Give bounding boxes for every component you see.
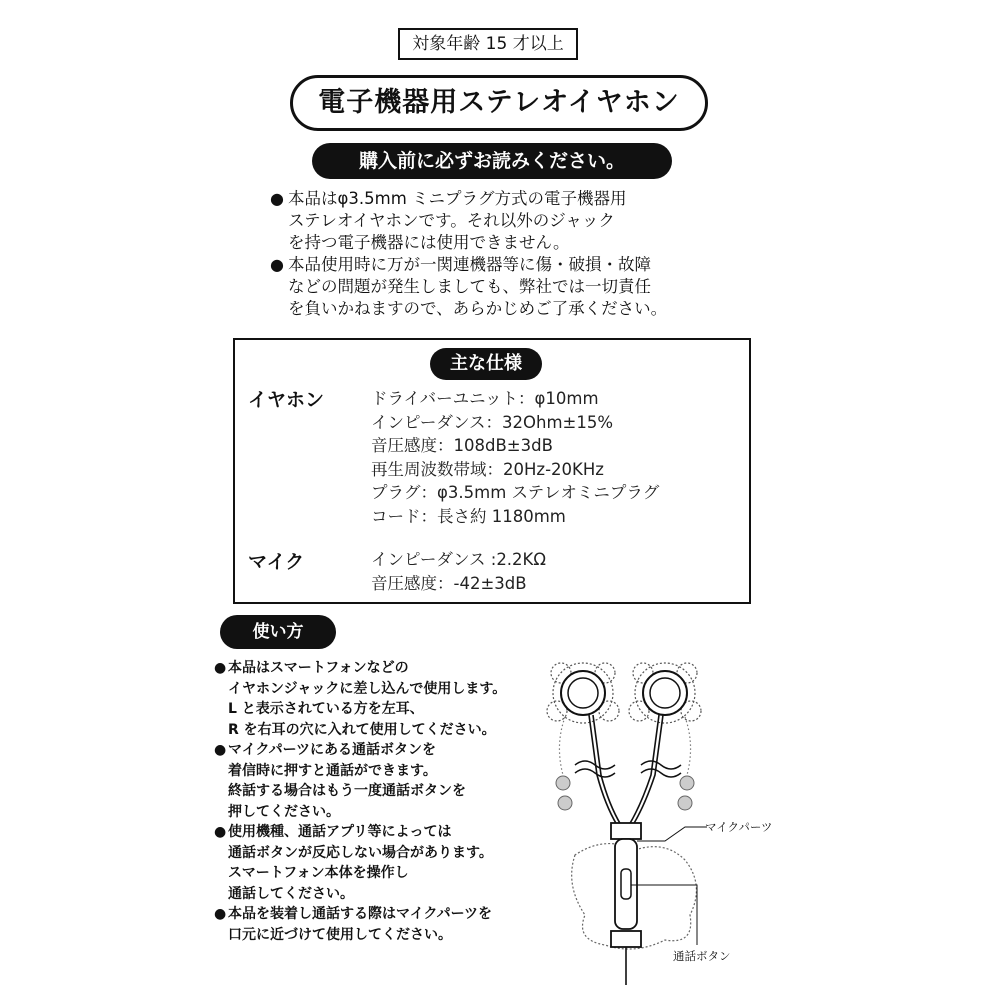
notice-line: などの問題が発生しましても、弊社では一切責任: [288, 277, 651, 296]
usage-line: 通話してください。: [228, 885, 354, 902]
notice-section: [270, 188, 710, 320]
usage-line: スマートフォン本体を操作し: [228, 865, 409, 881]
usage-line: 本品を装着し通話する際はマイクパーツを: [228, 906, 493, 922]
usage-section: [214, 658, 574, 945]
spec-box: [233, 338, 751, 604]
spec-line: コード：長さ約 1180mm: [371, 506, 566, 526]
spec-category-mic: マイク: [248, 551, 305, 573]
spec-earphone-list: [371, 387, 659, 528]
earphone-diagram: [545, 655, 775, 985]
usage-line: 終話する場合はもう一度通話ボタンを: [228, 783, 466, 799]
usage-line: R を右耳の穴に入れて使用してください。: [228, 721, 496, 738]
usage-item: [214, 740, 574, 822]
spec-line: 音圧感度：108dB±3dB: [371, 436, 553, 455]
spec-category-earphone: イヤホン: [248, 389, 325, 411]
usage-line: 使用機種、通話アプリ等によっては: [228, 824, 452, 840]
usage-line: 着信時に押すと通話ができます。: [228, 762, 437, 779]
bullet-icon: ●: [270, 189, 284, 208]
spec-line: 再生周波数帯域：20Hz-20KHz: [371, 459, 604, 479]
notice-line: を持つ電子機器には使用できません。: [288, 233, 570, 252]
spec-heading: 主な仕様: [430, 348, 542, 380]
spec-line: インピーダンス：32Ohm±15%: [371, 412, 614, 432]
bullet-icon: ●: [214, 906, 227, 922]
usage-line: 通話ボタンが反応しない場合があります。: [228, 844, 493, 861]
usage-line: L と表示されている方を左耳、: [228, 701, 424, 717]
spec-line: ドライバーユニット：φ10mm: [371, 389, 599, 408]
notice-item: [270, 188, 710, 254]
call-button-label: 通話ボタン: [673, 949, 731, 963]
call-button-icon: [621, 869, 631, 899]
notice-line: ステレオイヤホンです。それ以外のジャック: [288, 211, 615, 230]
spec-line: インピーダンス :2.2KΩ: [371, 550, 546, 569]
bead-icon: [556, 776, 694, 810]
bullet-icon: ●: [214, 824, 227, 840]
age-notice: 対象年齢 15 才以上: [398, 28, 578, 60]
notice-heading: 購入前に必ずお読みください。: [312, 143, 672, 179]
notice-line: 本品使用時に万が一関連機器等に傷・破損・故障: [288, 255, 651, 274]
usage-item: [214, 904, 574, 945]
bullet-icon: ●: [270, 255, 284, 274]
spec-line: 音圧感度：-42±3dB: [371, 573, 527, 593]
bullet-icon: ●: [214, 660, 227, 676]
usage-line: イヤホンジャックに差し込んで使用します。: [228, 680, 507, 697]
usage-item: [214, 822, 574, 904]
usage-line: マイクパーツにある通話ボタンを: [228, 742, 437, 758]
usage-line: 押してください。: [228, 803, 340, 820]
usage-heading: 使い方: [220, 615, 336, 649]
usage-item: [214, 658, 574, 740]
notice-line: を負いかねますので、あらかじめご了承ください。: [288, 299, 668, 318]
spec-line: プラグ：φ3.5mm ステレオミニプラグ: [371, 483, 660, 502]
notice-item: [270, 254, 710, 320]
notice-line: 本品はφ3.5mm ミニプラグ方式の電子機器用: [288, 189, 627, 208]
product-title: 電子機器用ステレオイヤホン: [290, 75, 708, 131]
usage-line: 口元に近づけて使用してください。: [228, 926, 452, 943]
mic-part-label: マイクパーツ: [705, 820, 773, 834]
spec-mic-list: [371, 548, 546, 595]
bullet-icon: ●: [214, 742, 227, 758]
usage-line: 本品はスマートフォンなどの: [228, 660, 409, 676]
